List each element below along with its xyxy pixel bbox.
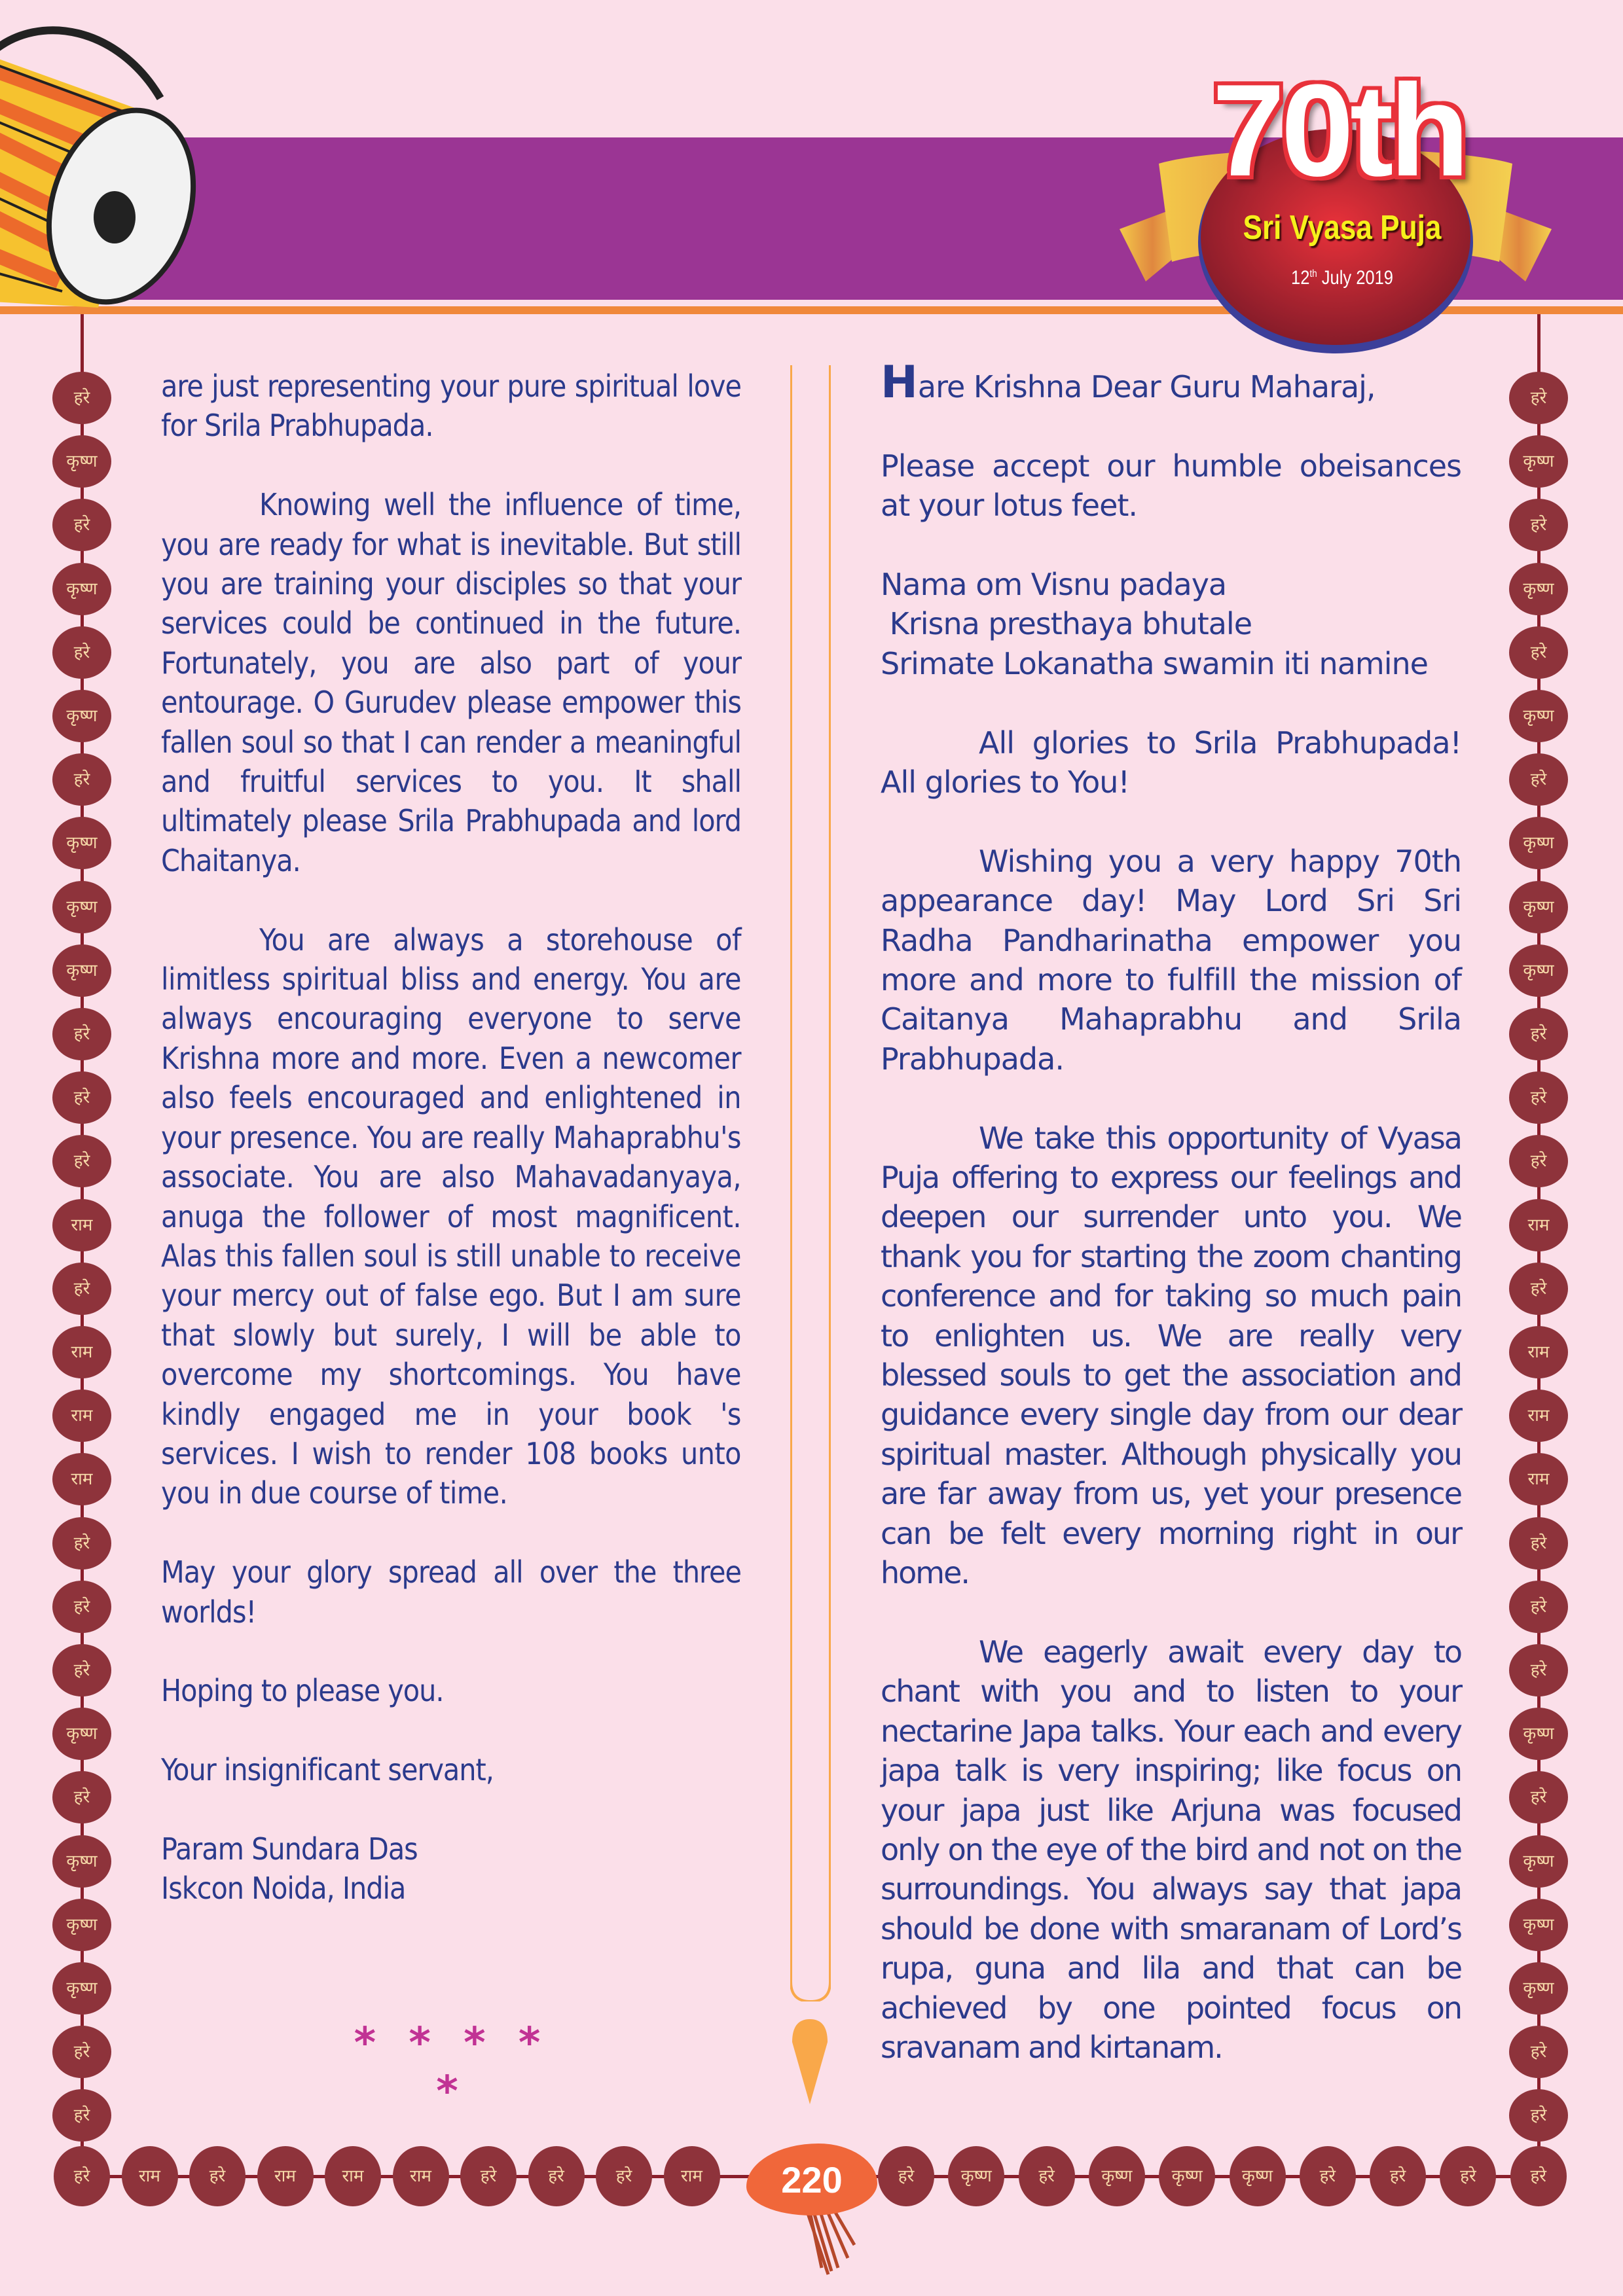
page-number: 220 — [746, 2144, 877, 2215]
bead-right: हरे — [1509, 1581, 1568, 1633]
bead-right: हरे — [1509, 753, 1568, 806]
bead-right: हरे — [1509, 1135, 1568, 1187]
bead-bottom-right: हरे — [1019, 2146, 1075, 2206]
left-paragraph-3: You are always a storehouse of limitless spiritual bliss and energy. You are always encouraging everyone to serve Krishna more and more. Even a newcomer also feels encouraged and enlightened in your presence. You are really Mahaprabhu's associate. You are also Mahavadanyaya, anuga the follower of most magnificent. Alas this fallen soul is still unable to receive your mercy out of false ego. But I am sure that slowly but surely, I will be able to overcome my shortcomings. You have kindly engaged me in your book 's services. I wish to render 108 books unto you in due course of time. — [161, 922, 741, 1511]
bead-right: राम — [1509, 1453, 1568, 1505]
left-paragraph-5: Hoping to please you. — [161, 1673, 444, 1709]
left-paragraph-4: May your glory spread all over the three worlds! — [161, 1554, 741, 1630]
badge-date-day: 12 — [1291, 267, 1310, 289]
badge-date — [1226, 267, 1459, 289]
bead-bottom-left: राम — [664, 2146, 720, 2206]
bead-left: कृष्ण — [52, 817, 111, 869]
bead-right: हरे — [1509, 1263, 1568, 1315]
bead-right: हरे — [1509, 1071, 1568, 1124]
bead-right: हरे — [1509, 2026, 1568, 2078]
bead-bottom-right: हरे — [1440, 2146, 1496, 2206]
bead-bottom-left: राम — [393, 2146, 449, 2206]
bead-right: हरे — [1509, 499, 1568, 551]
bead-left: कृष्ण — [52, 1708, 111, 1760]
bead-left: हरे — [52, 372, 111, 424]
bead-bottom-right: हरे — [1300, 2146, 1356, 2206]
bead-right: हरे — [1509, 2089, 1568, 2142]
bead-left: हरे — [52, 1644, 111, 1696]
column-divider — [790, 365, 831, 2001]
bead-right: कृष्ण — [1509, 1835, 1568, 1888]
section-separator: * * * * * — [354, 2019, 550, 2116]
bead-right: कृष्ण — [1509, 435, 1568, 488]
bead-right: कृष्ण — [1509, 1708, 1568, 1760]
verse-line-1: Nama om Visnu padaya — [881, 567, 1227, 602]
bead-left: हरे — [52, 1517, 111, 1570]
left-column — [161, 367, 741, 1909]
bead-left: कृष्ण — [52, 1899, 111, 1951]
bead-left: राम — [52, 1390, 111, 1442]
bead-right: कृष्ण — [1509, 690, 1568, 742]
bead-right: हरे — [1509, 1771, 1568, 1823]
tassel-icon — [792, 2206, 864, 2278]
bead-left: हरे — [52, 1135, 111, 1187]
bead-left: कृष्ण — [52, 944, 111, 997]
bead-bottom-right: हरे — [878, 2146, 934, 2206]
bead-left: कृष्ण — [52, 690, 111, 742]
bead-right: कृष्ण — [1509, 881, 1568, 933]
bead-right: कृष्ण — [1509, 817, 1568, 869]
left-closing: Your insignificant servant, — [161, 1752, 494, 1788]
bead-right: हरे — [1509, 372, 1568, 424]
bead-bottom-right: कृष्ण — [1230, 2146, 1286, 2206]
bead-left: कृष्ण — [52, 881, 111, 933]
bead-left: हरे — [52, 1581, 111, 1633]
bead-left: राम — [52, 1199, 111, 1251]
bead-left: हरे — [52, 499, 111, 551]
bead-left: कृष्ण — [52, 563, 111, 615]
bead-left: हरे — [52, 753, 111, 806]
badge-date-suffix: th — [1309, 268, 1317, 279]
right-paragraph-3: Wishing you a very happy 70th appearance day! May Lord Sri Sri Radha Pandharinatha empower you more and more to fulfill the mission of Caitanya Mahaprabhu and Srila Prabhupada. — [881, 843, 1461, 1077]
bead-left: कृष्ण — [52, 1962, 111, 2015]
bead-left: हरे — [52, 626, 111, 679]
verse-line-2: Krisna presthaya bhutale — [881, 606, 1252, 642]
bead-left: हरे — [52, 1771, 111, 1823]
bead-right: हरे — [1509, 1008, 1568, 1060]
bead-left: हरे — [52, 1071, 111, 1124]
mridanga-drum-icon — [0, 0, 210, 314]
right-paragraph-1: Please accept our humble obeisances at your lotus feet. — [881, 448, 1461, 524]
bead-bottom-left: हरे — [528, 2146, 585, 2206]
pendant-icon — [789, 2019, 831, 2104]
bead-bottom-right: हरे — [1370, 2146, 1426, 2206]
bead-right: हरे — [1509, 1517, 1568, 1570]
right-column — [881, 357, 1461, 2067]
bead-bottom-left: हरे — [54, 2146, 110, 2206]
signature-place: Iskcon Noida, India — [161, 1871, 406, 1907]
bead-bottom-left: राम — [122, 2146, 178, 2206]
bead-left: कृष्ण — [52, 1835, 111, 1888]
greeting-initial: H — [881, 357, 918, 408]
bead-right: राम — [1509, 1390, 1568, 1442]
bead-bottom-right: कृष्ण — [1089, 2146, 1145, 2206]
bead-bottom-left: हरे — [189, 2146, 246, 2206]
bead-left: हरे — [52, 2089, 111, 2142]
bead-left: कृष्ण — [52, 435, 111, 488]
right-paragraph-2: All glories to Srila Prabhupada! All glories to You! — [881, 725, 1461, 800]
bead-right: कृष्ण — [1509, 944, 1568, 997]
bead-left: हरे — [52, 1008, 111, 1060]
badge-title: Sri Vyasa Puja — [1243, 209, 1442, 247]
bead-bottom-left: राम — [257, 2146, 314, 2206]
bead-left: राम — [52, 1326, 111, 1378]
right-paragraph-5: We eagerly await every day to chant with you and to listen to your nectarine Japa talks. Your each and every japa talk is very inspiring; like focus on your japa just like Arjuna was focused only on the eye of the bird and not on the surroundings. You always say that japa should be done with smaranam of Lord’s rupa, guna and lila and that can be achieved by one pointed focus on sravanam and kirtanam. — [881, 1634, 1461, 2065]
bead-bottom-right: कृष्ण — [1159, 2146, 1215, 2206]
bead-right: कृष्ण — [1509, 563, 1568, 615]
right-paragraph-4: We take this opportunity of Vyasa Puja offering to express our feelings and deepen our surrender unto you. We thank you for starting the zoom chanting conference and for taking so much pain to enlighten us. We are really very blessed souls to get the association and guidance every single day from our dear spiritual master. Although physically you are far away from us, yet your presence can be felt every morning right in our home. — [881, 1120, 1461, 1591]
greeting-text: are Krishna Dear Guru Maharaj, — [917, 369, 1376, 404]
bead-right: राम — [1509, 1326, 1568, 1378]
bead-left: हरे — [52, 1263, 111, 1315]
bead-bottom-left: हरे — [596, 2146, 652, 2206]
bead-left: राम — [52, 1453, 111, 1505]
badge-date-rest: July 2019 — [1317, 267, 1393, 289]
bead-right: हरे — [1509, 626, 1568, 679]
bead-right: कृष्ण — [1509, 1899, 1568, 1951]
bead-right: कृष्ण — [1509, 1962, 1568, 2015]
badge-anniversary-number: 70th — [1212, 58, 1466, 204]
left-paragraph-1: are just representing your pure spiritual love for Srila Prabhupada. — [161, 368, 741, 444]
bead-bottom-left: राम — [325, 2146, 381, 2206]
bead-right: हरे — [1509, 1644, 1568, 1696]
left-paragraph-2: Knowing well the influence of time, you are ready for what is inevitable. But still you are training your disciples so that your services could be continued in the future. Fortunately, you are also part of your entourage. O Gurudev please empower this fallen soul so that I can render a meaningful and fruitful services to you. It shall ultimately please Srila Prabhupada and lord Chaitanya. — [161, 487, 741, 878]
verse-line-3: Srimate Lokanatha swamin iti namine — [881, 645, 1428, 681]
bead-bottom-right: कृष्ण — [948, 2146, 1004, 2206]
signature-name: Param Sundara Das — [161, 1831, 418, 1867]
bead-bottom-right: हरे — [1510, 2146, 1567, 2206]
bead-right: राम — [1509, 1199, 1568, 1251]
bead-left: हरे — [52, 2026, 111, 2078]
greeting — [881, 357, 1461, 408]
bead-bottom-left: हरे — [460, 2146, 517, 2206]
